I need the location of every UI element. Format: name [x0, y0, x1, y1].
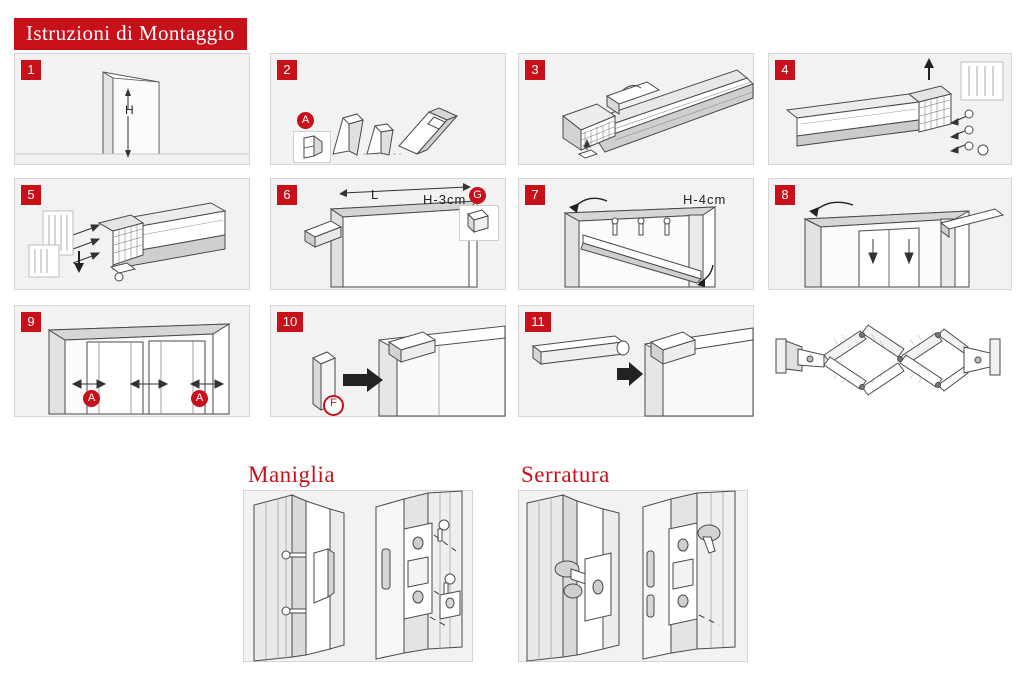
- step-number-11: 11: [525, 312, 551, 332]
- step-panel-3: [518, 53, 754, 207]
- measure-caption-3: H-4cm: [683, 192, 727, 207]
- detail-badge-f-10: F: [323, 395, 344, 416]
- step-number-10: 10: [277, 312, 303, 332]
- step-panel-6: [270, 178, 506, 290]
- detail-badge-g-6: G: [469, 187, 486, 204]
- detail-inset-2: [293, 131, 331, 163]
- detail-panel-maniglia: [243, 490, 473, 662]
- measure-caption-6: L: [371, 187, 380, 202]
- step-number-6: 6: [277, 185, 297, 205]
- step-number-8: 8: [775, 185, 795, 205]
- step-number-7: 7: [525, 185, 545, 205]
- step-panel-11: [518, 305, 754, 417]
- detail-badge-a-2: A: [297, 112, 314, 129]
- step-panel-1: [14, 53, 250, 165]
- step-panel-4: [768, 53, 1012, 165]
- step-panel-10: [270, 305, 506, 417]
- step-number-5: 5: [21, 185, 41, 205]
- section-title-serratura: Serratura: [521, 462, 610, 487]
- detail-badge-a-9-right: A: [191, 390, 208, 407]
- step-panel-5: [14, 178, 250, 290]
- step-number-2: 2: [277, 60, 297, 80]
- step-panel-8: [768, 178, 1012, 290]
- section-title-maniglia: Maniglia: [248, 462, 336, 487]
- step-panel-12: [768, 305, 1010, 415]
- step-panel-9: [14, 305, 250, 417]
- detail-badge-a-9-left: A: [83, 390, 100, 407]
- step-panel-2: [270, 53, 506, 207]
- detail-panel-serratura: [518, 490, 748, 662]
- page-title: Istruzioni di Montaggio: [14, 18, 247, 50]
- detail-inset-6: [459, 205, 499, 241]
- step-number-1: 1: [21, 60, 41, 80]
- measure-caption-2: H-3cm: [423, 192, 467, 207]
- height-label-1: H: [125, 103, 134, 117]
- step-number-3: 3: [525, 60, 545, 80]
- step-number-4: 4: [775, 60, 795, 80]
- step-number-9: 9: [21, 312, 41, 332]
